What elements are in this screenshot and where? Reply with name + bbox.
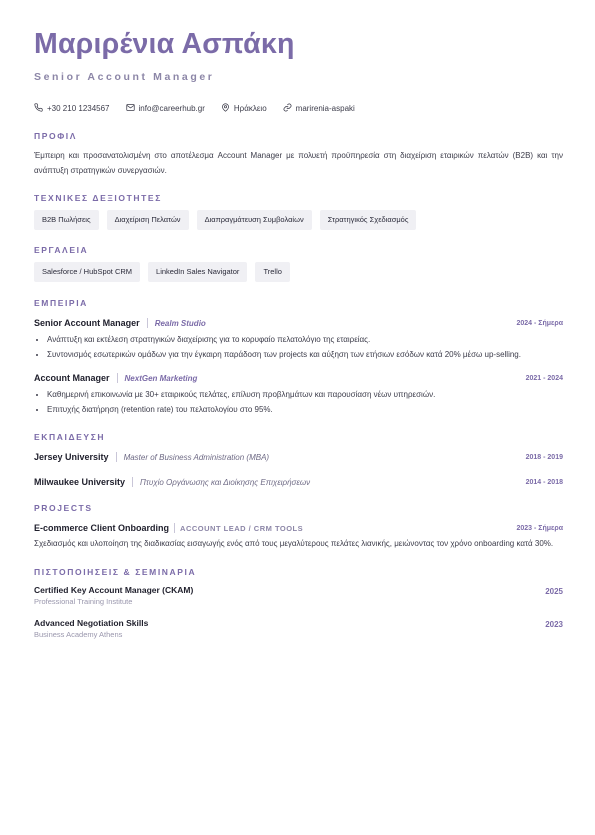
tools-list [34,262,563,282]
profile-text: Έμπειρη και προσανατολισμένη στο αποτέλεσμα Account Manager με πολυετή προϋπηρεσία στη διαχείριση εταιρικών πελατών (B2B) και την ανάπτυξη στρατηγικών συνεργασιών. [34,151,563,175]
candidate-role: Senior Account Manager [34,71,215,83]
list-item: • Καθημερινή επικοινωνία με 30+ εταιρικούς πελάτες, επίλυση προβλημάτων και παρουσίαση νέων υπηρεσιών. [47,387,563,402]
project-name: E-commerce Client Onboarding [34,523,170,533]
location-text: Ηράκλειο [233,104,267,113]
job-company: NextGen Marketing [124,373,198,383]
certification-year: 2025 [545,587,563,596]
degree-name: Πτυχίο Οργάνωσης και Διοίκησης Επιχειρήσεων [140,477,311,487]
divider [116,452,117,462]
contact-phone[interactable] [34,103,110,114]
certification-name: Certified Key Account Manager (CKAM) [34,585,194,595]
link-text: marirenia-aspaki [295,104,355,113]
candidate-name: Μαριρένια Ασπάκη [34,28,295,60]
link-icon [283,103,292,114]
skill-chip: Στρατηγικός Σχεδιασμός [320,210,417,230]
job-title: Account Manager [34,373,110,383]
school-name: Milwaukee University [34,477,126,487]
job-entry [34,318,563,362]
project-date: 2023 - Σήμερα [516,524,563,532]
skill-chip: B2B Πωλήσεις [34,210,99,230]
project-entry [34,523,563,551]
education-date: 2014 - 2018 [525,478,563,486]
section-title-experience: ΕΜΠΕΙΡΙΑ [34,298,88,308]
map-pin-icon [221,103,230,114]
tool-chip: Salesforce / HubSpot CRM [34,262,140,282]
skill-chip: Διαπραγμάτευση Συμβολαίων [197,210,312,230]
job-entry [34,373,563,417]
job-title: Senior Account Manager [34,318,140,328]
list-item: • Επιτυχής διατήρηση (retention rate) του πελατολογίου στο 95%. [47,402,563,417]
divider [174,523,175,533]
certification-name: Advanced Negotiation Skills [34,618,149,628]
section-title-tools: ΕΡΓΑΛΕΙΑ [34,245,89,255]
phone-text: +30 210 1234567 [47,104,110,113]
email-text: info@careerhub.gr [138,104,205,113]
tool-chip: LinkedIn Sales Navigator [148,262,247,282]
section-title-skills: ΤΕΧΝΙΚΕΣ ΔΕΞΙΟΤΗΤΕΣ [34,193,162,203]
list-item: • Συντονισμός εσωτερικών ομάδων για την έγκαιρη παράδοση των projects και αύξηση των ετήσιων εσόδων κατά 20% μέσω up-selling. [47,347,563,362]
contact-link[interactable] [283,103,355,114]
certification-year: 2023 [545,620,563,629]
section-title-education: ΕΚΠΑΙΔΕΥΣΗ [34,432,106,442]
project-tag: ACCOUNT LEAD / CRM TOOLS [180,523,304,533]
divider [147,318,148,328]
certification-org: Business Academy Athens [34,630,123,639]
job-date: 2021 - 2024 [525,374,563,382]
contact-location [221,103,267,114]
contact-bar [34,103,563,114]
tool-chip: Trello [255,262,289,282]
section-title-projects: PROJECTS [34,503,93,513]
education-entry [34,452,563,462]
skill-chip: Διαχείριση Πελατών [107,210,189,230]
section-title-certifications: ΠΙΣΤΟΠΟΙΗΣΕΙΣ & ΣΕΜΙΝΑΡΙΑ [34,567,197,577]
list-item: • Ανάπτυξη και εκτέλεση στρατηγικών διαχείρισης για το κορυφαίο πελατολόγιο της εταιρείας. [47,332,563,347]
education-entry [34,477,563,487]
certification-entry [34,617,563,641]
certification-entry [34,584,563,608]
skills-list [34,210,563,230]
mail-icon [126,103,135,114]
degree-name: Master of Business Administration (MBA) [123,452,270,462]
section-title-profile: ΠΡΟΦΙΛ [34,131,78,141]
education-date: 2018 - 2019 [525,453,563,461]
divider [132,477,133,487]
phone-icon [34,103,43,114]
school-name: Jersey University [34,452,109,462]
job-bullets [34,387,563,417]
job-bullets [34,332,563,362]
divider [117,373,118,383]
job-company: Realm Studio [154,318,206,328]
job-date: 2024 - Σήμερα [516,319,563,327]
project-description: Σχεδιασμός και υλοποίηση της διαδικασίας εισαγωγής ενός από τους μεγαλύτερους πελάτες λιανικής, μειώνοντας τον χρόνο onboarding κατά 30%. [34,539,554,548]
certification-org: Professional Training Institute [34,597,133,606]
contact-email[interactable] [126,103,205,114]
